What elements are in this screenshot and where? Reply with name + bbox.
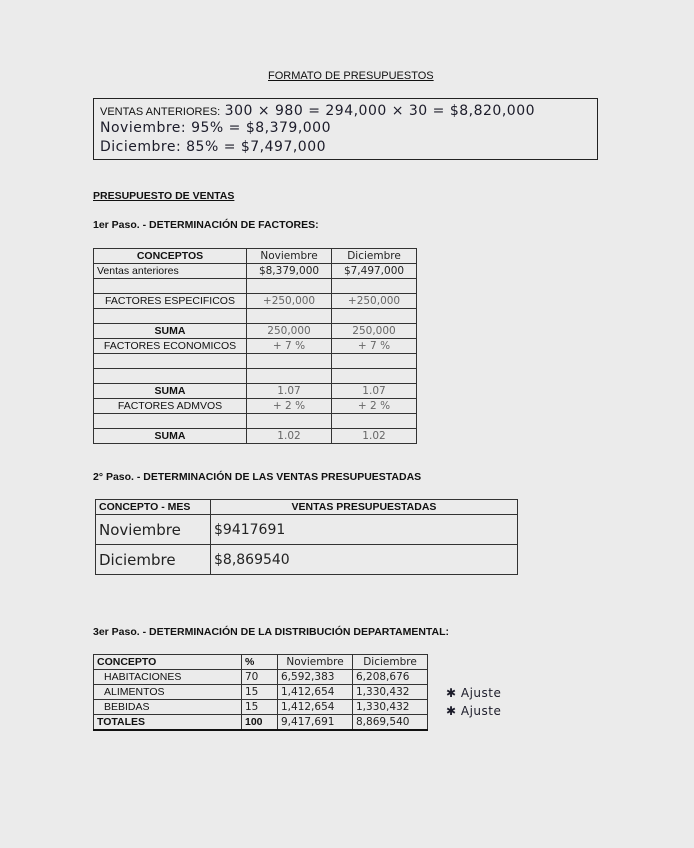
header-cell: Diciembre <box>353 655 428 670</box>
page-title: FORMATO DE PRESUPUESTOS <box>268 70 434 82</box>
table-header-row <box>96 500 518 515</box>
sales-summary-box <box>93 98 598 160</box>
table-cell: HABITACIONES <box>94 670 242 685</box>
table-cell: ALIMENTOS <box>94 685 242 700</box>
table-cell: 1,330,432 <box>353 685 428 700</box>
summary-line-diciembre: Diciembre: 85% = $7,497,000 <box>100 139 327 155</box>
table-row <box>94 354 417 369</box>
table-cell: Ventas anteriores <box>94 264 247 279</box>
table-cell <box>332 279 417 294</box>
table-row <box>94 670 428 685</box>
table-cell: 15 <box>242 700 278 715</box>
table-cell <box>94 369 247 384</box>
table-cell: 1.07 <box>247 384 332 399</box>
table-cell: TOTALES <box>94 715 242 731</box>
header-cell: CONCEPTO - MES <box>96 500 211 515</box>
paso3-heading: 3er Paso. - DETERMINACIÓN DE LA DISTRIBUCIÓN DEPARTAMENTAL: <box>93 626 450 638</box>
header-cell: Noviembre <box>247 249 332 264</box>
table-cell: 1,330,432 <box>353 700 428 715</box>
table-row <box>94 339 417 354</box>
table-cell: FACTORES ESPECIFICOS <box>94 294 247 309</box>
table-cell: SUMA <box>94 324 247 339</box>
table-cell <box>332 369 417 384</box>
distribucion-table <box>93 654 428 731</box>
table-row <box>94 309 417 324</box>
table-row <box>96 515 518 545</box>
header-cell: Noviembre <box>278 655 353 670</box>
table-cell: 1,412,654 <box>278 700 353 715</box>
section-heading-ventas: PRESUPUESTO DE VENTAS <box>93 190 235 202</box>
table-cell: 1.02 <box>332 429 417 444</box>
table-cell: 6,592,383 <box>278 670 353 685</box>
summary-line-noviembre: Noviembre: 95% = $8,379,000 <box>100 120 331 136</box>
table-cell: +250,000 <box>332 294 417 309</box>
table-cell: + 2 % <box>332 399 417 414</box>
table-row <box>94 414 417 429</box>
table-cell: SUMA <box>94 429 247 444</box>
header-cell: CONCEPTOS <box>94 249 247 264</box>
table-cell: +250,000 <box>247 294 332 309</box>
table-cell <box>94 309 247 324</box>
table-row <box>94 264 417 279</box>
table-cell: 70 <box>242 670 278 685</box>
table-cell: FACTORES ADMVOS <box>94 399 247 414</box>
table-cell <box>332 309 417 324</box>
table-row <box>94 429 417 444</box>
header-cell: VENTAS PRESUPUESTADAS <box>211 500 518 515</box>
paso1-heading: 1er Paso. - DETERMINACIÓN DE FACTORES: <box>93 219 319 231</box>
table-cell: FACTORES ECONOMICOS <box>94 339 247 354</box>
table-cell: $8,869540 <box>211 545 518 575</box>
table-cell: $9417691 <box>211 515 518 545</box>
ventas-presupuestadas-table <box>95 499 518 575</box>
table-cell: $7,497,000 <box>332 264 417 279</box>
factores-table <box>93 248 417 444</box>
table-cell <box>94 354 247 369</box>
table-row <box>94 324 417 339</box>
table-cell <box>332 354 417 369</box>
header-cell: CONCEPTO <box>94 655 242 670</box>
table-cell: + 2 % <box>247 399 332 414</box>
summary-calc: 300 × 980 = 294,000 × 30 = $8,820,000 <box>224 103 536 119</box>
table-cell: + 7 % <box>332 339 417 354</box>
summary-label: VENTAS ANTERIORES: <box>100 106 221 118</box>
table-cell: 15 <box>242 685 278 700</box>
table-row <box>96 545 518 575</box>
table-row <box>94 384 417 399</box>
table-cell: 250,000 <box>332 324 417 339</box>
table-cell: Diciembre <box>96 545 211 575</box>
table-cell: SUMA <box>94 384 247 399</box>
table-row <box>94 279 417 294</box>
table-row <box>94 294 417 309</box>
ajuste-note: ✱ Ajuste <box>446 704 502 718</box>
table-cell <box>247 414 332 429</box>
table-cell: 1.02 <box>247 429 332 444</box>
summary-line-1 <box>100 102 535 120</box>
paso2-heading: 2° Paso. - DETERMINACIÓN DE LAS VENTAS PRESUPUESTADAS <box>93 471 422 483</box>
table-header-row <box>94 249 417 264</box>
table-cell <box>332 414 417 429</box>
table-cell: 250,000 <box>247 324 332 339</box>
table-cell: 9,417,691 <box>278 715 353 731</box>
table-cell: 8,869,540 <box>353 715 428 731</box>
table-row <box>94 685 428 700</box>
table-cell: $8,379,000 <box>247 264 332 279</box>
table-cell <box>247 354 332 369</box>
table-row <box>94 700 428 715</box>
table-cell: Noviembre <box>96 515 211 545</box>
table-cell <box>94 279 247 294</box>
table-cell: 1,412,654 <box>278 685 353 700</box>
table-cell: + 7 % <box>247 339 332 354</box>
table-cell <box>94 414 247 429</box>
table-cell <box>247 369 332 384</box>
ajuste-note: ✱ Ajuste <box>446 686 502 700</box>
table-cell <box>247 279 332 294</box>
table-row <box>94 369 417 384</box>
table-cell: 1.07 <box>332 384 417 399</box>
table-cell: 100 <box>242 715 278 731</box>
table-header-row <box>94 655 428 670</box>
table-cell: 6,208,676 <box>353 670 428 685</box>
table-cell <box>247 309 332 324</box>
table-row <box>94 715 428 731</box>
header-cell: % <box>242 655 278 670</box>
table-row <box>94 399 417 414</box>
table-cell: BEBIDAS <box>94 700 242 715</box>
header-cell: Diciembre <box>332 249 417 264</box>
